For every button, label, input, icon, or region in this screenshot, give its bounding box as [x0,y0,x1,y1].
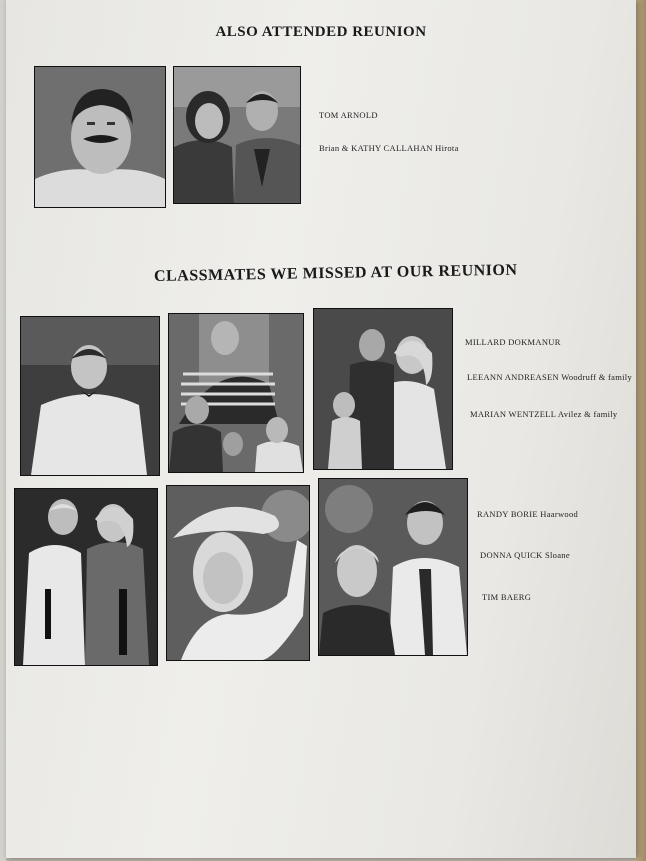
also-attended-heading: ALSO ATTENDED REUNION [215,24,427,40]
name-millard-dokmanur: MILLARD DOKMANUR [465,337,561,347]
name-hirota: Brian & KATHY CALLAHAN Hirota [319,143,459,153]
photo-hirota-couple [173,66,301,204]
name-randy-borie: RANDY BORIE Haarwood [477,509,579,519]
photo-tom-arnold [34,66,166,208]
photo-avilez-family [313,308,453,470]
missed-classmates-heading: CLASSMATES WE MISSED AT OUR REUNION [153,261,518,285]
name-tom-arnold: TOM ARNOLD [319,110,378,120]
photo-millard-dokmanur [20,316,160,476]
photo-donna-quick [166,485,310,661]
photo-tim-baerg [318,478,468,656]
yearbook-page [6,0,636,858]
name-tim-baerg: TIM BAERG [482,592,532,602]
photo-randy-borie [14,488,158,666]
photo-woodruff-family [168,313,304,473]
name-marian-wentzell: MARIAN WENTZELL Avilez & family [470,409,618,419]
name-leeann-andreasen: LEEANN ANDREASEN Woodruff & family [467,372,633,382]
name-donna-quick: DONNA QUICK Sloane [480,550,570,560]
